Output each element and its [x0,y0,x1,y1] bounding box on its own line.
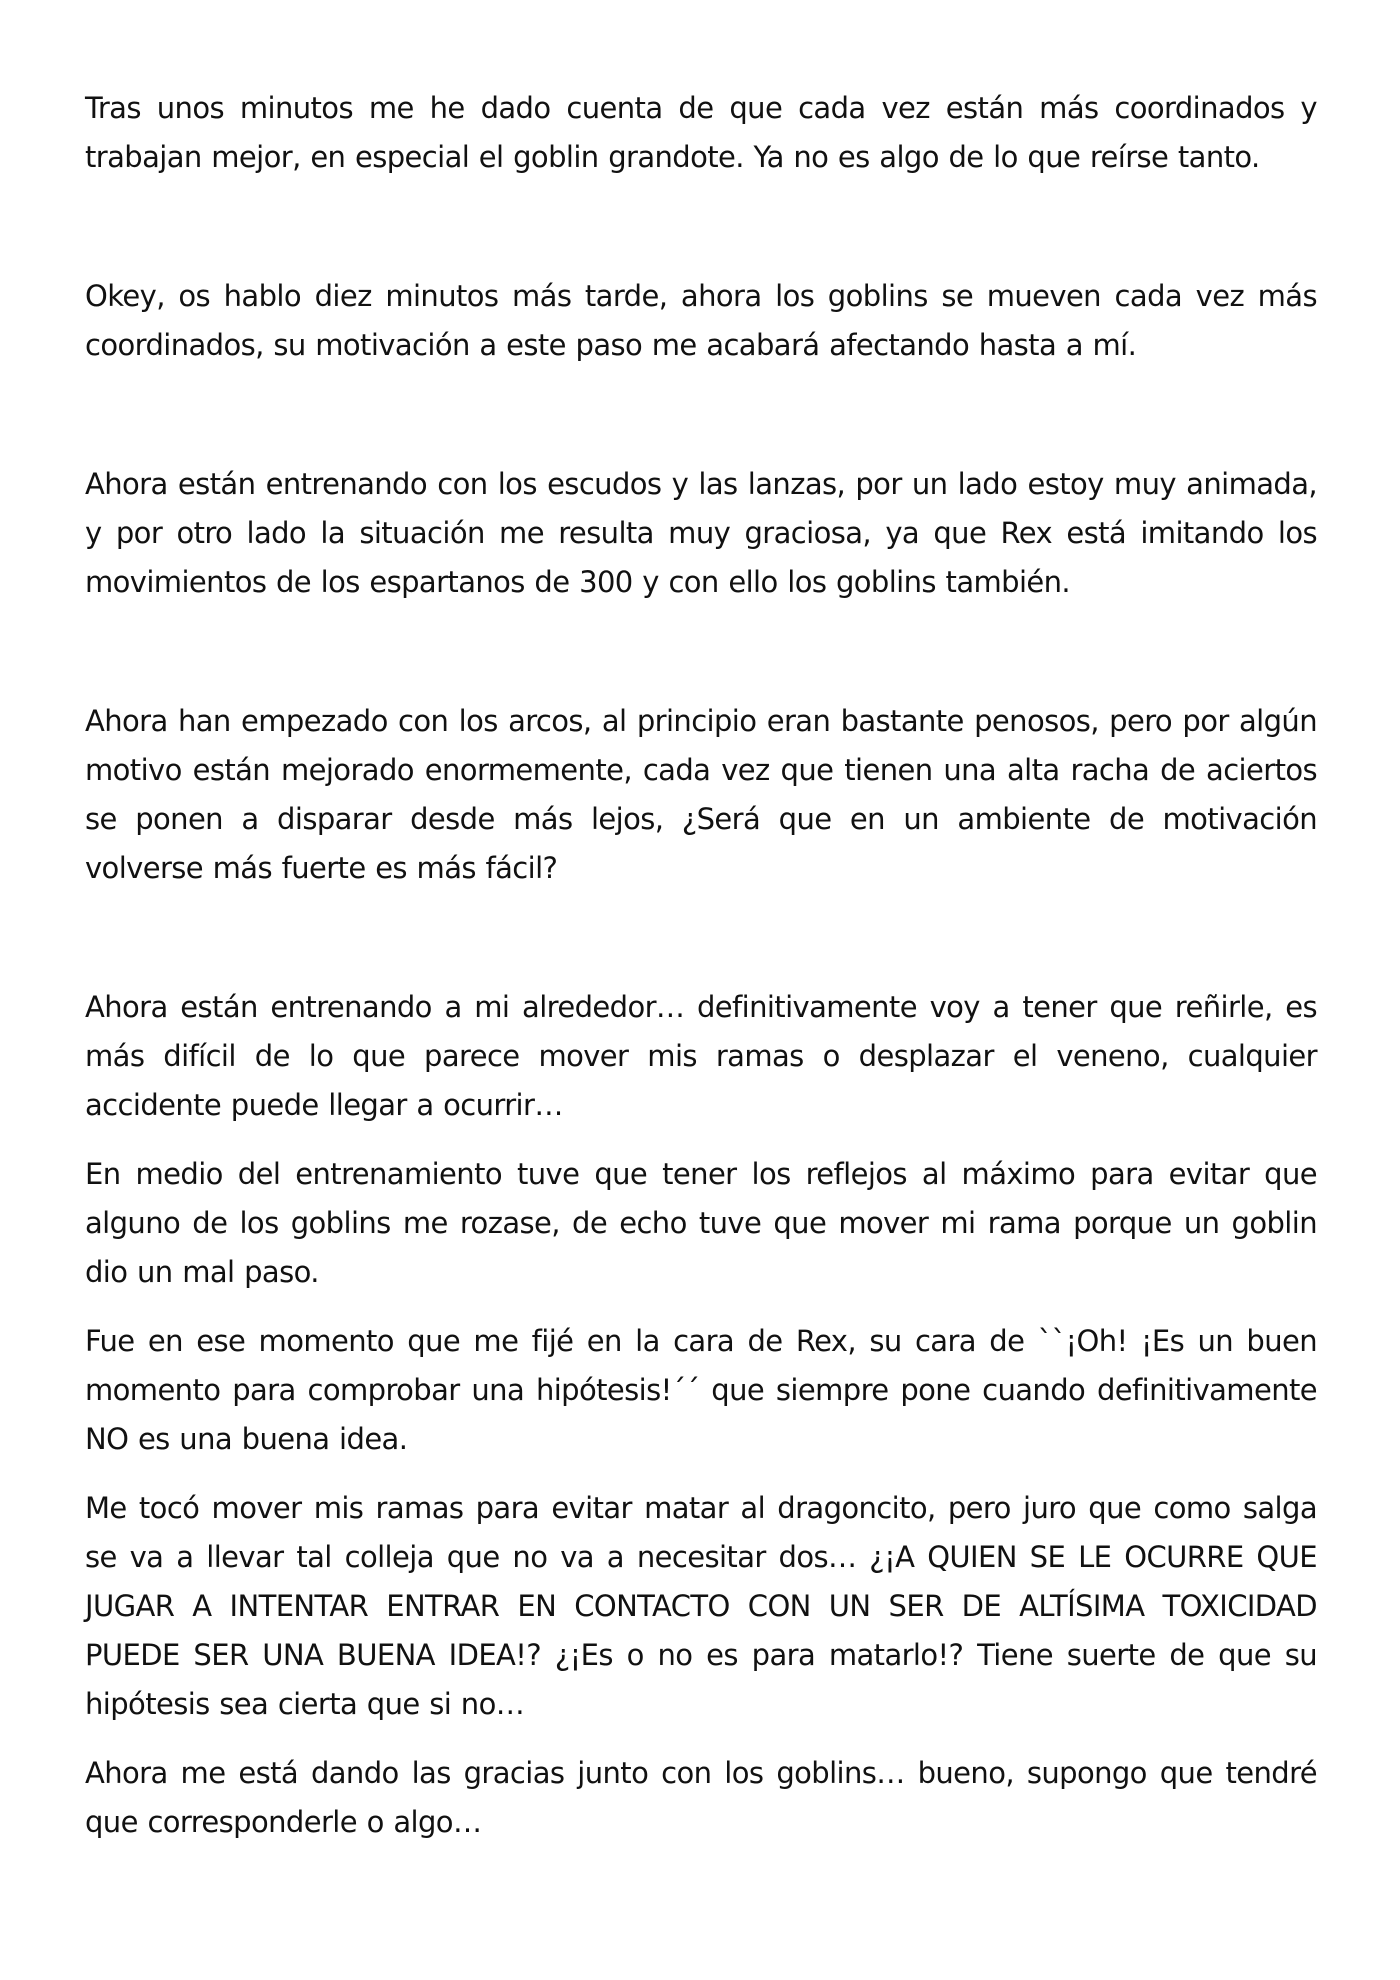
paragraph-3: Ahora están entrenando con los escudos y las lanzas, por un lado estoy muy animada, y por otro lado la situación me resulta muy graciosa, ya que Rex está imitando los movimientos de los espartanos de 300 y con ello los goblins también. [85,467,1317,599]
paragraph-5: Ahora están entrenando a mi alrededor… definitivamente voy a tener que reñirle, es más difícil de lo que parece mover mis ramas o desplazar el veneno, cualquier accidente puede llegar a ocurrir… [85,990,1317,1122]
document-body [85,84,1317,1847]
paragraph-7: Fue en ese momento que me fijé en la cara de Rex, su cara de ``¡Oh! ¡Es un buen momento para comprobar una hipótesis!´´ que siempre pone cuando definitivamente NO es una buena idea. [85,1324,1317,1456]
paragraph-2: Okey, os hablo diez minutos más tarde, ahora los goblins se mueven cada vez más coordinados, su motivación a este paso me acabará afectando hasta a mí. [85,279,1317,362]
paragraph-4: Ahora han empezado con los arcos, al principio eran bastante penosos, pero por algún motivo están mejorado enormemente, cada vez que tienen una alta racha de aciertos se ponen a disparar desde más lejos, ¿Será que en un ambiente de motivación volverse más fuerte es más fácil? [85,704,1317,885]
paragraph-8: Me tocó mover mis ramas para evitar matar al dragoncito, pero juro que como salga se va a llevar tal colleja que no va a necesitar dos… ¿¡A QUIEN SE LE OCURRE QUE JUGAR A INTENTAR ENTRAR EN CONTACTO CON UN SER DE ALTÍSIMA TOXICIDAD PUEDE SER UNA BUENA IDEA!? ¿¡Es o no es para matarlo!? Tiene suerte de que su hipótesis sea cierta que si no… [85,1491,1317,1721]
paragraph-1: Tras unos minutos me he dado cuenta de que cada vez están más coordinados y trabajan mejor, en especial el goblin grandote. Ya no es algo de lo que reírse tanto. [85,91,1317,174]
paragraph-9: Ahora me está dando las gracias junto con los goblins… bueno, supongo que tendré que corresponderle o algo… [85,1756,1317,1839]
paragraph-6: En medio del entrenamiento tuve que tener los reflejos al máximo para evitar que alguno de los goblins me rozase, de echo tuve que mover mi rama porque un goblin dio un mal paso. [85,1157,1317,1289]
